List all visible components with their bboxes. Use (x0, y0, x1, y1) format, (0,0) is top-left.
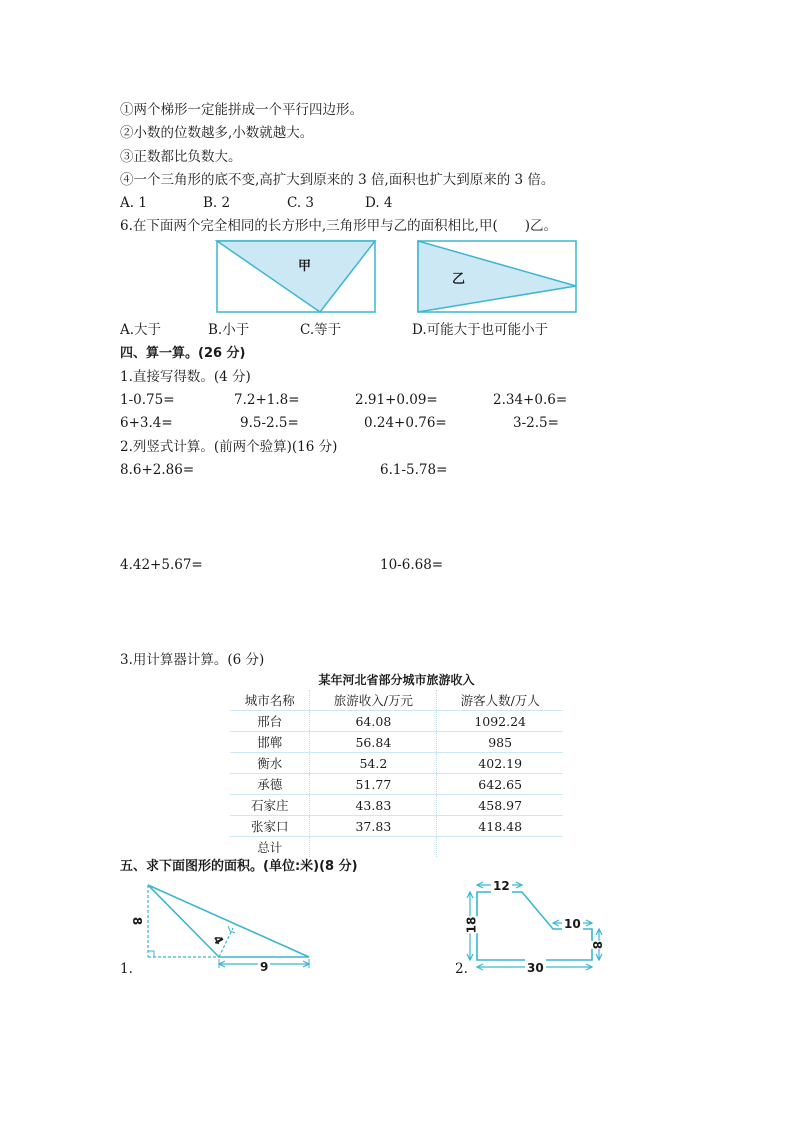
fig1-inner-height-label: 4 (210, 932, 227, 948)
section4-sub2: 2.列竖式计算。(前两个验算)(16 分) (120, 439, 338, 455)
fig1-number: 1. (120, 961, 133, 977)
oral-2: 7.2+1.8= (234, 392, 300, 408)
judgement-item-3: ③正数都比负数大。 (120, 149, 242, 165)
income-cell: 54.2 (310, 753, 437, 774)
city-cell: 石家庄 (230, 795, 310, 816)
visitors-cell: 985 (437, 732, 563, 753)
judgement-item-4: ④一个三角形的底不变,高扩大到原来的 3 倍,面积也扩大到原来的 3 倍。 (120, 172, 555, 188)
income-cell: 51.77 (310, 774, 437, 795)
city-cell: 承德 (230, 774, 310, 795)
header-city: 城市名称 (230, 690, 310, 711)
income-cell: 64.08 (310, 711, 437, 732)
income-cell: 43.83 (310, 795, 437, 816)
fig2-bottom-label: 30 (527, 961, 544, 975)
fig2-left-label: 18 (464, 916, 479, 934)
visitors-cell: 418.48 (437, 816, 563, 837)
fig2-right-label: 8 (590, 940, 605, 950)
oral-6: 9.5-2.5= (240, 415, 299, 431)
fig2-step-label: 10 (564, 917, 581, 931)
income-cell: 37.83 (310, 816, 437, 837)
vertical-3: 4.42+5.67= (120, 557, 203, 573)
option-d: D. 4 (365, 195, 393, 211)
label-yi: 乙 (452, 272, 466, 287)
q6-option-d: D.可能大于也可能小于 (412, 322, 549, 338)
q6-option-a: A.大于 (120, 322, 162, 338)
option-c: C. 3 (287, 195, 315, 211)
oral-7: 0.24+0.76= (364, 415, 447, 431)
fig1-base-label: 9 (260, 960, 269, 974)
judgement-item-1: ①两个梯形一定能拼成一个平行四边形。 (120, 102, 363, 118)
fig2-top-label: 12 (493, 879, 510, 893)
header-income: 旅游收入/万元 (310, 690, 437, 711)
income-cell: 56.84 (310, 732, 437, 753)
q6-option-c: C.等于 (300, 322, 342, 338)
option-b: B. 2 (203, 195, 231, 211)
total-label: 总计 (257, 840, 283, 855)
oral-8: 3-2.5= (513, 415, 559, 431)
oral-3: 2.91+0.09= (355, 392, 438, 408)
table-title: 某年河北省部分城市旅游收入 (318, 673, 475, 687)
judgement-item-2: ②小数的位数越多,小数就越大。 (120, 125, 314, 141)
q6-option-b: B.小于 (208, 322, 250, 338)
fig1-height-label: 8 (130, 916, 145, 926)
visitors-cell: 402.19 (437, 753, 563, 774)
section4-sub3: 3.用计算器计算。(6 分) (120, 652, 265, 668)
header-visitors: 游客人数/万人 (437, 690, 563, 711)
q6-stem: 6.在下面两个完全相同的长方形中,三角形甲与乙的面积相比,甲( )乙。 (120, 218, 557, 234)
oral-4: 2.34+0.6= (493, 392, 568, 408)
option-a: A. 1 (120, 195, 147, 211)
city-cell: 衡水 (230, 753, 310, 774)
visitors-cell: 642.65 (437, 774, 563, 795)
vertical-1: 8.6+2.86= (120, 462, 195, 478)
label-jia: 甲 (298, 259, 312, 274)
section4-title: 四、算一算。(26 分) (120, 346, 246, 361)
section5-title: 五、求下面图形的面积。(单位:米)(8 分) (120, 859, 358, 874)
city-cell: 邢台 (230, 711, 310, 732)
oral-1: 1-0.75= (120, 392, 175, 408)
city-cell: 邯郸 (230, 732, 310, 753)
visitors-cell: 1092.24 (437, 711, 563, 732)
visitors-cell: 458.97 (437, 795, 563, 816)
figure-1-triangle (148, 885, 309, 968)
fig2-number: 2. (455, 961, 468, 977)
city-cell: 张家口 (230, 816, 310, 837)
vertical-2: 6.1-5.78= (380, 462, 448, 478)
section4-sub1: 1.直接写得数。(4 分) (120, 369, 251, 385)
oral-5: 6+3.4= (120, 415, 173, 431)
vertical-4: 10-6.68= (380, 557, 444, 573)
